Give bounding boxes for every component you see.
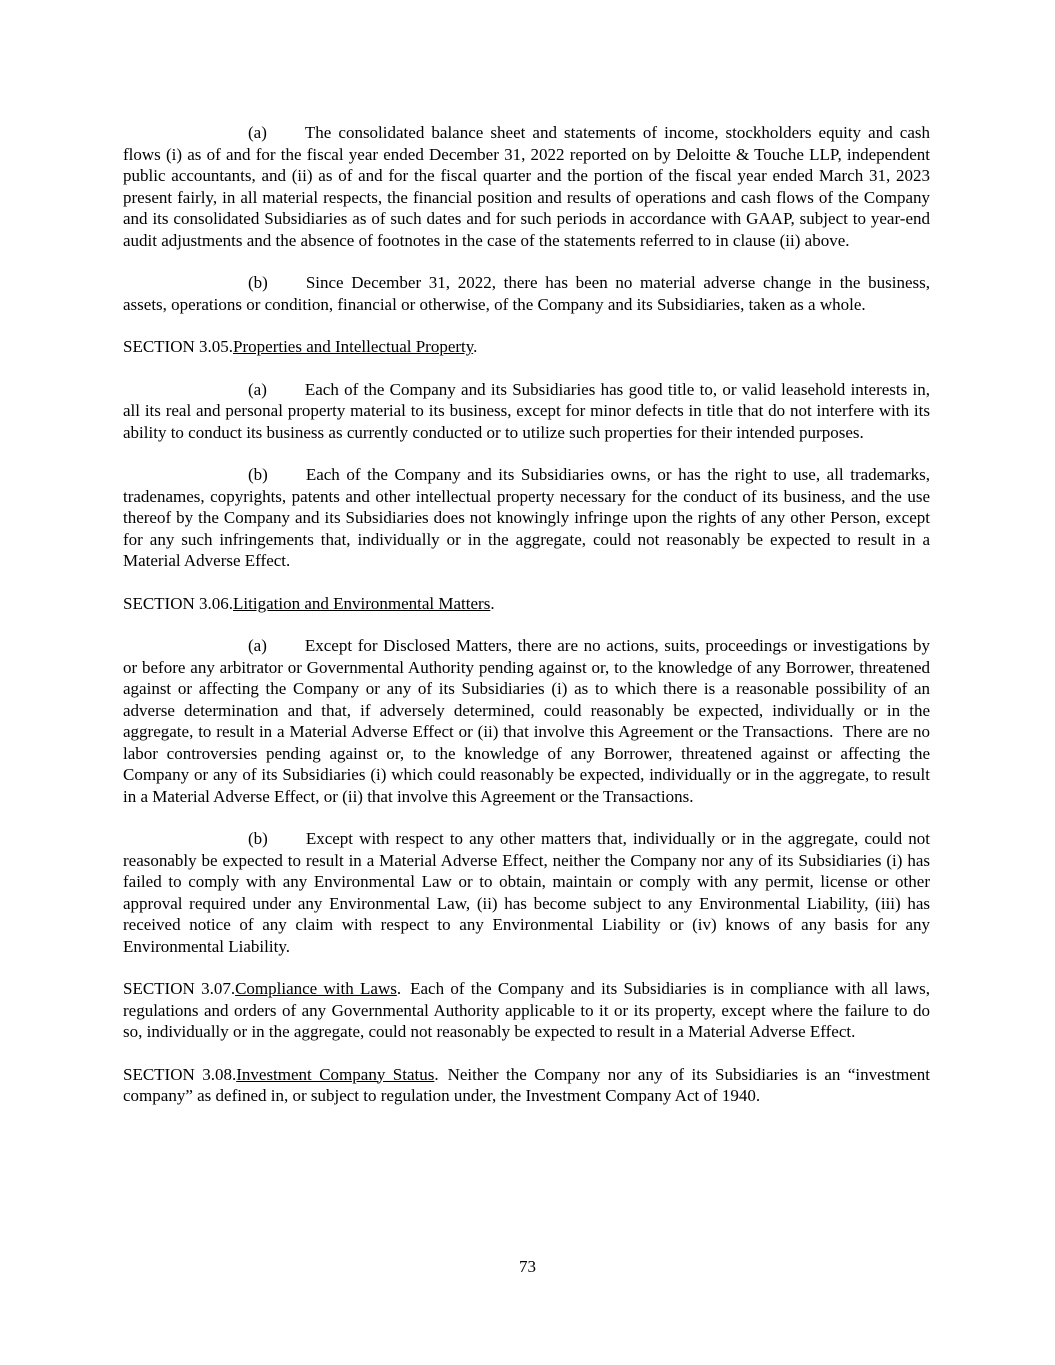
paragraph-label: (a): [248, 636, 267, 655]
paragraph-label: (a): [248, 123, 267, 142]
paragraph-text: Since December 31, 2022, there has been no material adverse change in the business, assets, operations or condition, financial or otherwise, of the Company and its Subsidiaries, taken as a whole.: [123, 273, 930, 314]
paragraph-label: (b): [248, 273, 268, 292]
paragraph-text: Except with respect to any other matters that, individually or in the aggregate, could not reasonably be expected to result in a Material Adverse Effect, neither the Company nor any of its Subsidiaries (i) has failed to comply with any Environmental Law or to obtain, maintain or comply with any permit, license or other approval required under any Environmental Law, (ii) has become subject to any Environmental Liability, (iii) has received notice of any claim with respect to any Environmental Liability or (iv) knows of any basis for any Environmental Liability.: [123, 829, 930, 956]
section-title: Litigation and Environmental Matters: [233, 593, 491, 613]
section-title-period: .: [434, 1064, 439, 1084]
paragraph-label: (b): [248, 829, 268, 848]
section-body-text: Neither the Company nor any of its Subsidiaries is an “investment company” as defined in, or subject to regulation under, the Investment Company Act of 1940.: [123, 1064, 930, 1105]
paragraph-litigation: [123, 635, 930, 807]
section-paragraph-3-08: [123, 1064, 930, 1107]
section-number: SECTION 3.07.: [123, 979, 236, 998]
paragraph-text: The consolidated balance sheet and statements of income, stockholders equity and cash flows (i) as of and for the fiscal year ended December 31, 2022 reported on by Deloitte & Touche LLP, independent public accountants, and (ii) as of and for the fiscal quarter and the portion of the fiscal year ended March 31, 2023 present fairly, in all material respects, the financial position and results of operations and cash flows of the Company and its consolidated Subsidiaries as of such dates and for such periods in accordance with GAAP, subject to year-end audit adjustments and the absence of footnotes in the case of the statements referred to in clause (ii) above.: [123, 123, 930, 250]
section-body-text: Each of the Company and its Subsidiaries is in compliance with all laws, regulations and orders of any Governmental Authority applicable to it or its property, except where the failure to do so, individually or in the aggregate, could not reasonably be expected to result in a Material Adverse Effect.: [123, 979, 930, 1041]
paragraph-text: Each of the Company and its Subsidiaries has good title to, or valid leasehold interests in, all its real and personal property material to its business, except for minor defects in title that do not interfere with its ability to conduct its business as currently conducted or to utilize such properties for their intended purposes.: [123, 379, 930, 442]
section-title: Compliance with Laws: [235, 979, 397, 998]
page-number: 73: [519, 1256, 536, 1276]
section-title-period: .: [396, 979, 402, 998]
section-heading-3-05: [123, 336, 930, 358]
paragraph-financial-statements: [123, 122, 930, 251]
section-number: SECTION 3.05.: [123, 337, 234, 356]
page-footer: [0, 1256, 1055, 1278]
section-title: Investment Company Status: [236, 1064, 435, 1084]
section-title-period: .: [473, 337, 478, 356]
paragraph-text: Each of the Company and its Subsidiaries owns, or has the right to use, all trademarks, tradenames, copyrights, patents and other intellectual property necessary for the conduct of its business, and the use thereof by the Company and its Subsidiaries does not knowingly infringe upon the rights of any other Person, except for any such infringements that, individually or in the aggregate, could not reasonably be expected to result in a Material Adverse Effect.: [123, 465, 930, 570]
section-title: Properties and Intellectual Property: [233, 337, 474, 356]
paragraph-label: (a): [248, 379, 267, 399]
section-number: SECTION 3.06.: [123, 593, 234, 613]
section-paragraph-3-07: [123, 978, 930, 1043]
paragraph-intellectual-property: [123, 464, 930, 572]
section-title-period: .: [490, 593, 495, 613]
paragraph-environmental: [123, 828, 930, 957]
section-heading-3-06: [123, 593, 930, 615]
paragraph-label: (b): [248, 465, 268, 484]
paragraph-text: Except for Disclosed Matters, there are no actions, suits, proceedings or investigations by or before any arbitrator or Governmental Authority pending against or, to the knowledge of any Borrower, threatened against or affecting the Company or any of its Subsidiaries (i) as to which there is a reasonable possibility of an adverse determination and that, if adversely determined, could reasonably be expected, individually or in the aggregate, to result in a Material Adverse Effect or (ii) that involve this Agreement or the Transactions. There are no labor controversies pending against or, to the knowledge of any Borrower, threatened against or affecting the Company or any of its Subsidiaries (i) which could reasonably be expected, individually or in the aggregate, to result in a Material Adverse Effect, or (ii) that involve this Agreement or the Transactions.: [123, 636, 930, 806]
paragraph-no-material-adverse-change: [123, 272, 930, 315]
section-number: SECTION 3.08.: [123, 1064, 237, 1084]
paragraph-good-title: [123, 379, 930, 444]
